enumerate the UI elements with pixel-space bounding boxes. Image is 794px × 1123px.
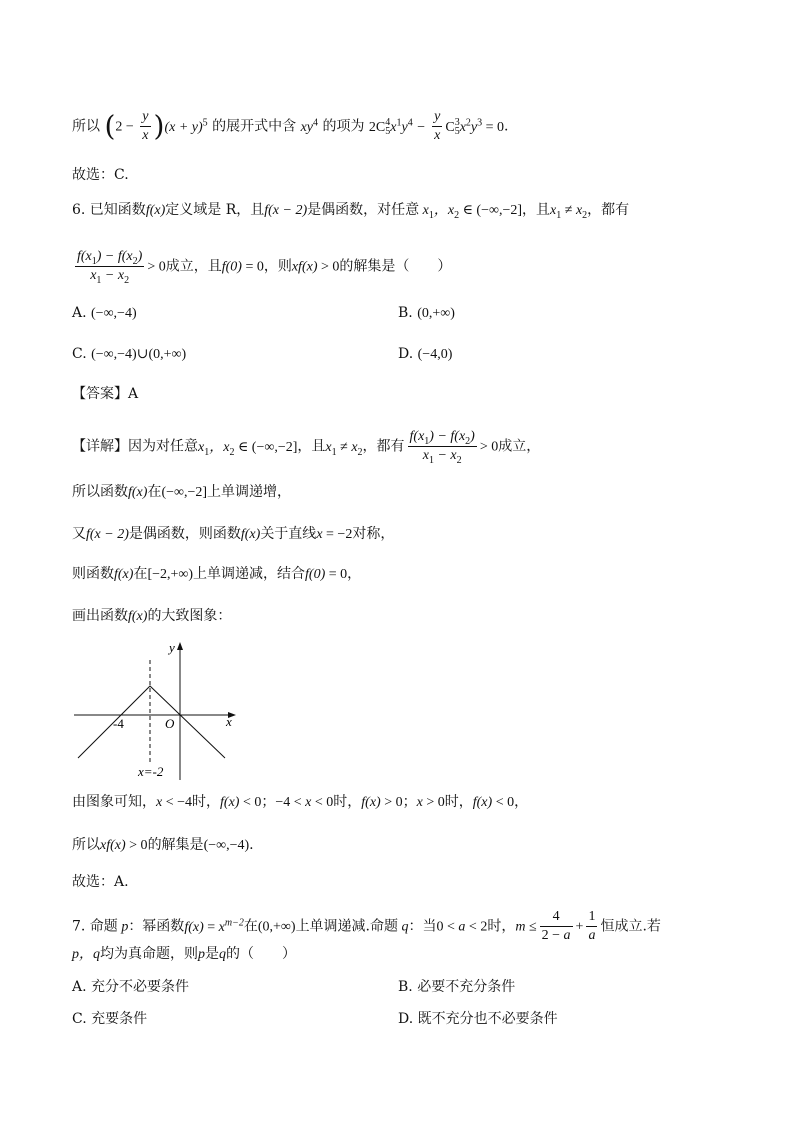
q6-detail-line3: [72, 524, 394, 545]
math: f(x): [240, 527, 261, 542]
text: 时，: [487, 918, 516, 935]
text: ，: [514, 794, 529, 810]
option-label: D.: [398, 346, 414, 362]
math: −4 < x < 0: [275, 795, 334, 810]
text: 所以函数: [72, 484, 128, 500]
text: 所以: [72, 837, 100, 853]
text: 成立，: [498, 438, 541, 455]
text: 由图象可知，: [72, 794, 156, 810]
q6-answer: 【答案】A: [72, 386, 139, 402]
math: f(x): [128, 609, 148, 624]
math: 2 −: [115, 119, 138, 135]
text: 在: [243, 918, 258, 935]
math: (0,+∞): [257, 919, 296, 935]
math: 0 < a < 2: [436, 919, 488, 935]
q6-option-a[interactable]: [72, 305, 137, 322]
text: 对称，: [352, 526, 395, 542]
text: 时，: [333, 794, 362, 810]
math: $(x + y)^5$: [164, 116, 208, 135]
q6-detail-line4: [72, 564, 361, 585]
fraction-y-over-x-2: $\frac{y}{x}$: [434, 109, 441, 143]
math: f(x) < 0: [220, 795, 262, 810]
math: xf(x) > 0: [100, 838, 148, 853]
math: $f(x) = x^{m-2}$: [184, 916, 244, 935]
function-curve: [78, 686, 225, 758]
q7-option-a[interactable]: A. 充分不必要条件: [72, 979, 190, 995]
math: $x_1$，$x_2$ ∈ (−∞,−2]: [198, 439, 298, 458]
math: f(x): [128, 485, 148, 500]
solution-line-expansion: [72, 108, 509, 145]
y-axis-label: y: [169, 640, 175, 655]
option-value: (−4,0): [417, 347, 453, 362]
text: 画出函数: [72, 608, 128, 624]
math: $xy^4$: [300, 116, 318, 135]
text: 【详解】因为对任意: [72, 438, 198, 455]
math: [−2,+∞): [147, 567, 194, 582]
text: 上单调递增，: [207, 484, 292, 500]
math: (−∞,−2]: [161, 485, 208, 500]
math: $x_1 \ne x_2$: [550, 203, 588, 221]
text-so: 所以: [72, 118, 100, 135]
math: f(0) = 0: [305, 567, 348, 582]
text: 则函数: [72, 566, 114, 582]
text: 又: [72, 526, 86, 542]
text: ：幂函数: [128, 918, 185, 935]
math: f(x − 2): [86, 527, 129, 542]
option-label: B.: [398, 305, 413, 321]
text: ；: [402, 794, 417, 810]
option-value: (−∞,−4)∪(0,+∞): [91, 347, 187, 362]
q6-detail-line2: [72, 482, 291, 503]
text: ；: [261, 794, 276, 810]
math: xf(x) > 0: [291, 259, 340, 275]
math: > 0: [147, 259, 166, 275]
text: 上单调递减，结合: [193, 566, 306, 582]
math: m ≤: [515, 919, 537, 935]
math: q: [398, 919, 409, 935]
q6-stem-line2: [72, 248, 451, 285]
q6-stem-line1: [72, 200, 629, 221]
text: 时，: [444, 794, 473, 810]
math: p，q: [72, 947, 100, 962]
fraction-y-over-x: $\frac{y}{x}$: [142, 109, 149, 143]
text: ：当: [408, 918, 437, 935]
option-label: C.: [72, 346, 87, 362]
fraction-1-over-a: $\frac{1}{a}$: [588, 909, 596, 943]
text: ，都有: [587, 202, 630, 218]
text: 的解集是（ ）: [339, 258, 452, 275]
text: .: [249, 837, 254, 853]
text: ，都有: [362, 438, 405, 455]
paren: (: [104, 109, 116, 143]
text: ，且: [297, 438, 326, 455]
math-term: 2C4 $5x^1y^4$ −: [368, 116, 430, 138]
choose-a: 故选：A.: [72, 874, 129, 890]
text: 7. 命题: [72, 918, 118, 935]
q7-option-b[interactable]: B. 必要不充分条件: [398, 979, 516, 995]
text-post: 的项为: [322, 118, 365, 135]
q7-stem-line1: [72, 908, 661, 945]
q7-stem-line2: [72, 944, 296, 965]
q6-detail-line1: [72, 428, 540, 465]
text: 关于直线: [260, 526, 317, 542]
math: +: [575, 919, 584, 935]
fraction-4-over-2-minus-a: $\frac{4}{2 - a}$: [541, 909, 571, 943]
text: 定义域是 R，且: [165, 202, 265, 218]
math: f(x) > 0: [361, 795, 403, 810]
text: 成立，且: [165, 258, 222, 275]
neg4-label: -4: [113, 716, 124, 731]
math: f(x − 2): [264, 203, 308, 218]
q6-detail-line6: [72, 792, 528, 813]
math: f(x) < 0: [472, 795, 515, 810]
q6-detail-line7: [72, 835, 254, 856]
text: 的大致图象：: [147, 608, 232, 624]
q7-option-c[interactable]: C. 充要条件: [72, 1011, 148, 1027]
text: 恒成立.若: [600, 918, 661, 935]
function-graph: [70, 636, 250, 782]
text: 的解集是: [147, 837, 204, 853]
text: 均为真命题，则: [100, 946, 198, 962]
text-mid: 的展开式中含: [212, 118, 297, 135]
math: f(0) = 0: [221, 259, 264, 275]
math: > 0: [479, 439, 499, 455]
math-term-2: C3 $5x^2y^3 = 0$: [445, 116, 505, 138]
text: 时，: [192, 794, 221, 810]
math: x > 0: [416, 795, 445, 810]
option-value: (−∞,−4): [91, 306, 137, 321]
fraction-difference-quotient: $\frac{f(x_1) - f(x_2)}{x_1 - x_2}$: [77, 249, 143, 286]
q6-option-c[interactable]: [72, 346, 186, 363]
x-axis-label: x: [226, 714, 232, 729]
text: 的（ ）: [226, 946, 296, 962]
text: ，则: [263, 258, 292, 275]
fraction-difference-quotient-2: $\frac{f(x_1) - f(x_2)}{x_1 - x_2}$: [409, 429, 475, 466]
math: x = −2: [316, 527, 353, 542]
math: q: [219, 947, 226, 962]
q6-detail-line5: [72, 606, 231, 627]
math: p: [198, 947, 205, 962]
text: 是: [205, 946, 219, 962]
math: (−∞,−4): [203, 838, 250, 853]
paren: ): [153, 109, 165, 143]
math: f(x): [145, 203, 166, 218]
choose-c: 故选：C.: [72, 167, 129, 183]
text: 是偶函数，则函数: [128, 526, 241, 542]
option-label: A.: [72, 305, 87, 321]
text: 6. 已知函数: [72, 202, 146, 218]
math: f(x): [114, 567, 134, 582]
text: 在: [147, 484, 162, 500]
q6-option-d[interactable]: [398, 346, 452, 363]
text-end: .: [504, 118, 509, 135]
text: 在: [133, 566, 148, 582]
q7-option-d[interactable]: D. 既不充分也不必要条件: [398, 1011, 558, 1027]
text: 上单调递减.命题: [295, 918, 399, 935]
math: $x_1$，$x_2$ ∈ (−∞,−2]: [419, 203, 523, 221]
text: ，: [347, 566, 362, 582]
math: $x_1 \ne x_2$: [325, 439, 363, 458]
math: p: [117, 919, 129, 935]
origin-label: O: [165, 716, 175, 731]
y-axis-arrow: [177, 642, 183, 650]
option-value: (0,+∞): [417, 306, 455, 321]
symmetry-line-label: x=-2: [138, 764, 164, 779]
text: ，且: [522, 202, 551, 218]
text: 是偶函数，对任意: [307, 202, 420, 218]
q6-option-b[interactable]: [398, 305, 455, 322]
math: x < −4: [156, 795, 193, 810]
